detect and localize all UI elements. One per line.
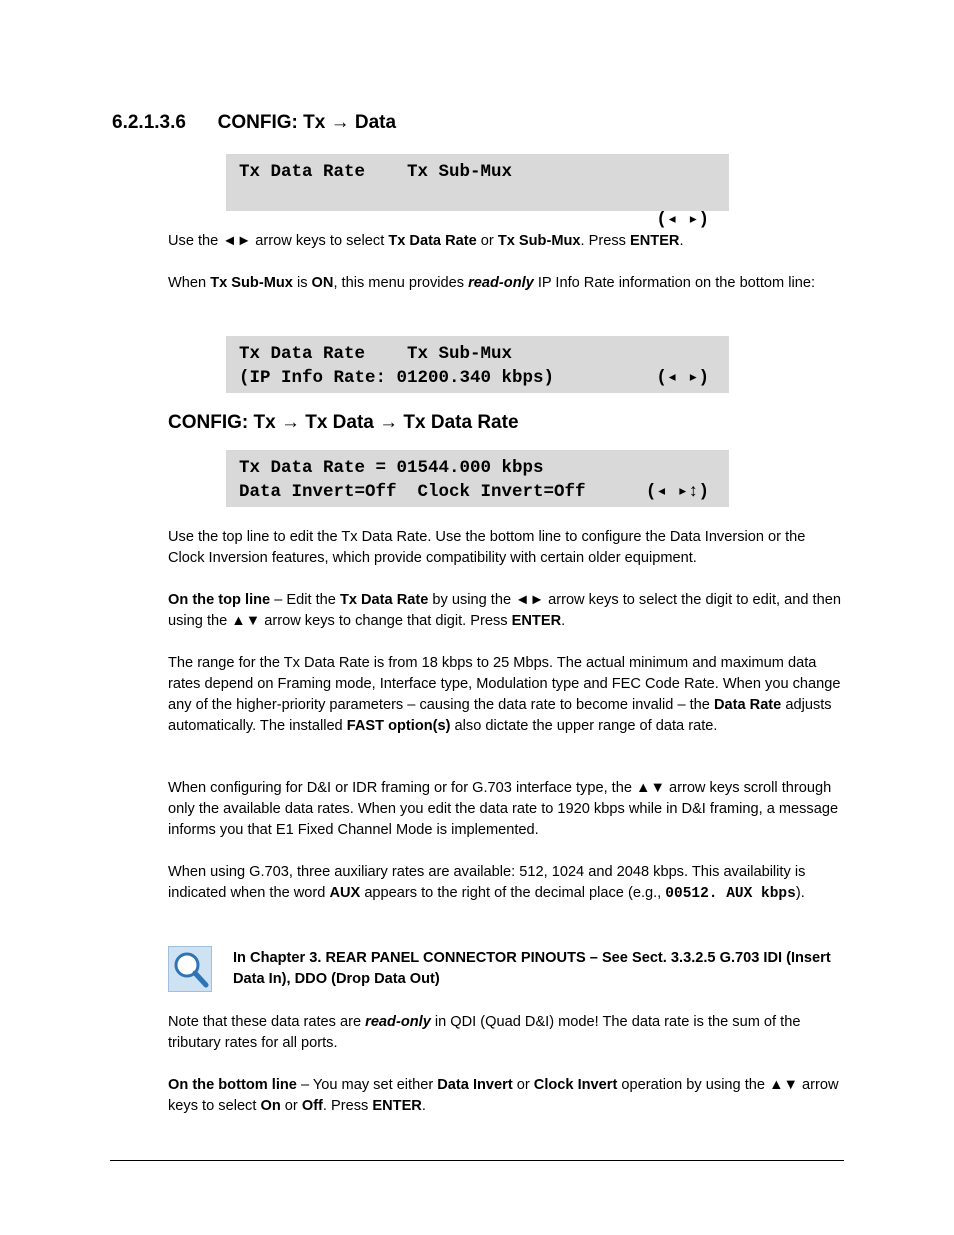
paragraph-g703: When using G.703, three auxiliary rates are available: 512, 1024 and 2048 kbps. This availability is indicated when the word AUX appears to the right of the decimal place (e.g., 00512. AUX kbps). — [168, 864, 806, 902]
left-right-arrows-icon: ◄► — [515, 592, 545, 608]
nav-arrows-indicator: (◂ ▸↕) — [645, 482, 709, 502]
sub-heading: CONFIG: Tx → Tx Data → Tx Data Rate — [168, 412, 519, 433]
reference-note: In Chapter 3. REAR PANEL CONNECTOR PINOUTS – See Sect. 3.3.2.5 G.703 IDI (Insert Data In), DDO (Drop Data Out) — [233, 950, 831, 987]
lcd-display-menu — [226, 154, 729, 230]
lcd-display-ip-info — [226, 336, 729, 393]
paragraph-submux-on: When Tx Sub-Mux is ON, this menu provides read-only IP Info Rate information on the bottom line: — [168, 275, 816, 291]
nav-arrows-indicator: (◂ ▸) — [656, 210, 709, 230]
paragraph-top-bottom-line: Use the top line to edit the Tx Data Rate. Use the bottom line to configure the Data Inversion or the Clock Inversion features, which provide compatibility with certain older equipment. — [168, 529, 806, 566]
code-example: 00512. AUX kbps — [665, 886, 796, 902]
up-down-arrows-icon: ▲▼ — [769, 1077, 798, 1093]
lcd-line-1: Tx Data Rate = 01544.000 kbps — [239, 458, 544, 478]
footer-divider — [110, 1160, 844, 1161]
lcd-line-1: Tx Data Rate Tx Sub-Mux — [239, 344, 513, 364]
up-down-arrows-icon: ▲▼ — [636, 780, 665, 796]
left-right-arrows-icon: ◄► — [222, 233, 252, 249]
paragraph-top-line: On the top line – Edit the Tx Data Rate by using the ◄► arrow keys to select the digit to edit, and then using the ▲▼ arrow keys to change that digit. Press ENTER. — [168, 592, 841, 629]
lcd-line-2: Data Invert=Off Clock Invert=Off (◂ ▸↕) — [239, 482, 709, 502]
paragraph-select-keys: Use the ◄► arrow keys to select Tx Data Rate or Tx Sub-Mux. Press ENTER. — [168, 233, 684, 249]
paragraph-qdi: Note that these data rates are read-only in QDI (Quad D&I) mode! The data rate is the sum of the tributary rates for all ports. — [168, 1014, 801, 1051]
section-heading: 6.2.1.3.6 CONFIG: Tx → Data — [112, 112, 397, 133]
lcd-line-2 — [239, 184, 719, 230]
lcd-line-1: Tx Data Rate Tx Sub-Mux — [239, 162, 513, 182]
paragraph-range: The range for the Tx Data Rate is from 18 kbps to 25 Mbps. The actual minimum and maximum data rates depend on Framing mode, Interface type, Modulation type and FEC Code Rate. When you change any of the higher-priority parameters – causing the data rate to become invalid – the Data Rate adjusts automatically. The installed FAST option(s) also dictate the upper range of data rate. — [168, 655, 841, 734]
paragraph-framing: When configuring for D&I or IDR framing or for G.703 interface type, the ▲▼ arrow keys scroll through only the available data rates. When you edit the data rate to 1920 kbps while in D&I framing, a message informs you that E1 Fixed Channel Mode is implemented. — [168, 780, 839, 838]
paragraph-bottom-line: On the bottom line – You may set either Data Invert or Clock Invert operation by using the ▲▼ arrow keys to select On or Off. Press ENTER. — [168, 1077, 839, 1114]
nav-arrows-indicator: (◂ ▸) — [656, 368, 709, 388]
lcd-display-data-rate — [226, 450, 729, 507]
magnifier-icon — [168, 946, 212, 992]
up-down-arrows-icon: ▲▼ — [231, 613, 261, 629]
lcd-line-2: (IP Info Rate: 01200.340 kbps) (◂ ▸) — [239, 368, 709, 388]
